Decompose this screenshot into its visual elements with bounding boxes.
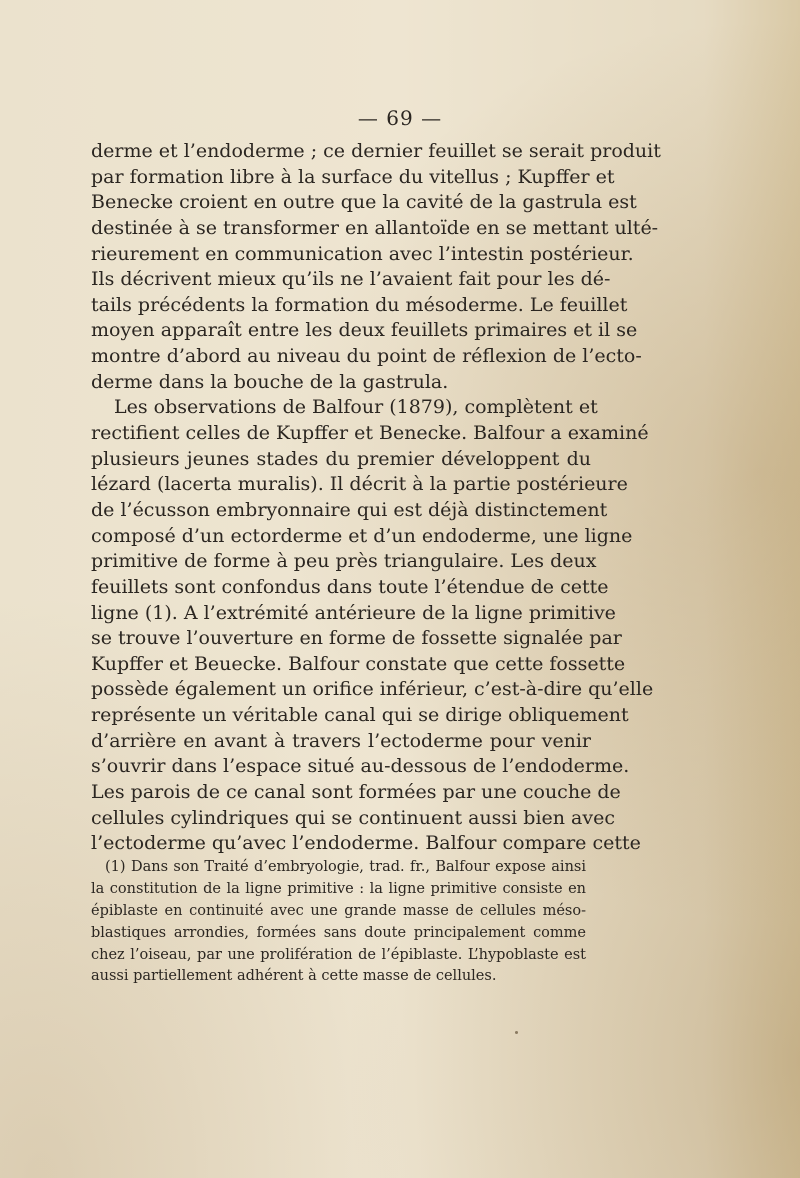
body-line: tails précédents la formation du mésoderme. Le feuillet — [91, 293, 628, 316]
body-line: possède également un orifice inférieur, c’est-à-dire qu’elle — [91, 678, 654, 701]
body-line: de l’écusson embryonnaire qui est déjà distinctement — [91, 498, 608, 521]
footnote-line: la constitution de la ligne primitive : la ligne primitive consiste en — [91, 880, 586, 897]
footnote-line: blastiques arrondies, formées sans doute principalement comme — [91, 924, 586, 941]
body-line: représente un véritable canal qui se dirige obliquement — [91, 704, 629, 727]
body-line: d’arrière en avant à travers l’ectoderme pour venir — [91, 729, 591, 752]
footnote-line: aussi partiellement adhérent à cette masse de cellules. — [91, 968, 497, 985]
body-line: derme dans la bouche de la gastrula. — [91, 370, 449, 393]
body-line: l’ectoderme qu’avec l’endoderme. Balfour compare cette — [91, 832, 641, 855]
body-line: Kupffer et Beuecke. Balfour constate que cette fossette — [91, 652, 626, 675]
body-line: ligne (1). A l’extrémité antérieure de la ligne primitive — [91, 601, 616, 624]
body-line: moyen apparaît entre les deux feuillets primaires et il se — [91, 319, 638, 342]
paper-speck — [515, 1031, 518, 1034]
page-number: — 69 — — [357, 106, 443, 130]
body-line: Benecke croient en outre que la cavité de la gastrula est — [91, 191, 637, 214]
body-line: Les parois de ce canal sont formées par une couche de — [91, 781, 621, 804]
body-line: feuillets sont confondus dans toute l’étendue de cette — [91, 575, 609, 598]
body-line: lézard (lacerta muralis). Il décrit à la partie postérieure — [91, 473, 628, 496]
body-line: Ils décrivent mieux qu’ils ne l’avaient fait pour les dé- — [91, 268, 611, 291]
body-line: rectifient celles de Kupffer et Benecke. Balfour a examiné — [91, 422, 649, 445]
body-text — [91, 139, 661, 857]
body-line: composé d’un ectorderme et d’un endoderme, une ligne — [91, 524, 633, 547]
body-line: par formation libre à la surface du vitellus ; Kupffer et — [91, 165, 615, 188]
body-line: cellules cylindriques qui se continuent aussi bien avec — [91, 806, 616, 829]
body-line: Les observations de Balfour (1879), complètent et — [114, 396, 598, 419]
body-line: s’ouvrir dans l’espace situé au-dessous de l’endoderme. — [91, 755, 630, 778]
body-line: plusieurs jeunes stades du premier développent du — [91, 447, 591, 470]
footnote-line: épiblaste en continuité avec une grande masse de cellules méso- — [91, 902, 586, 919]
body-line: destinée à se transformer en allantoïde en se mettant ulté- — [91, 216, 659, 239]
footnote-line: chez l’oiseau, par une prolifération de l’épiblaste. L’hypoblaste est — [91, 946, 586, 963]
body-line: rieurement en communication avec l’intestin postérieur. — [91, 242, 634, 265]
footnote-line: (1) Dans son Traité d’embryologie, trad. fr., Balfour expose ainsi — [105, 859, 586, 875]
body-line: primitive de forme à peu près triangulaire. Les deux — [91, 550, 597, 573]
body-line: se trouve l’ouverture en forme de fossette signalée par — [91, 627, 622, 650]
body-line: montre d’abord au niveau du point de réflexion de l’ecto- — [91, 345, 642, 368]
footnote — [91, 857, 586, 988]
body-line: derme et l’endoderme ; ce dernier feuillet se serait produit — [91, 140, 661, 162]
